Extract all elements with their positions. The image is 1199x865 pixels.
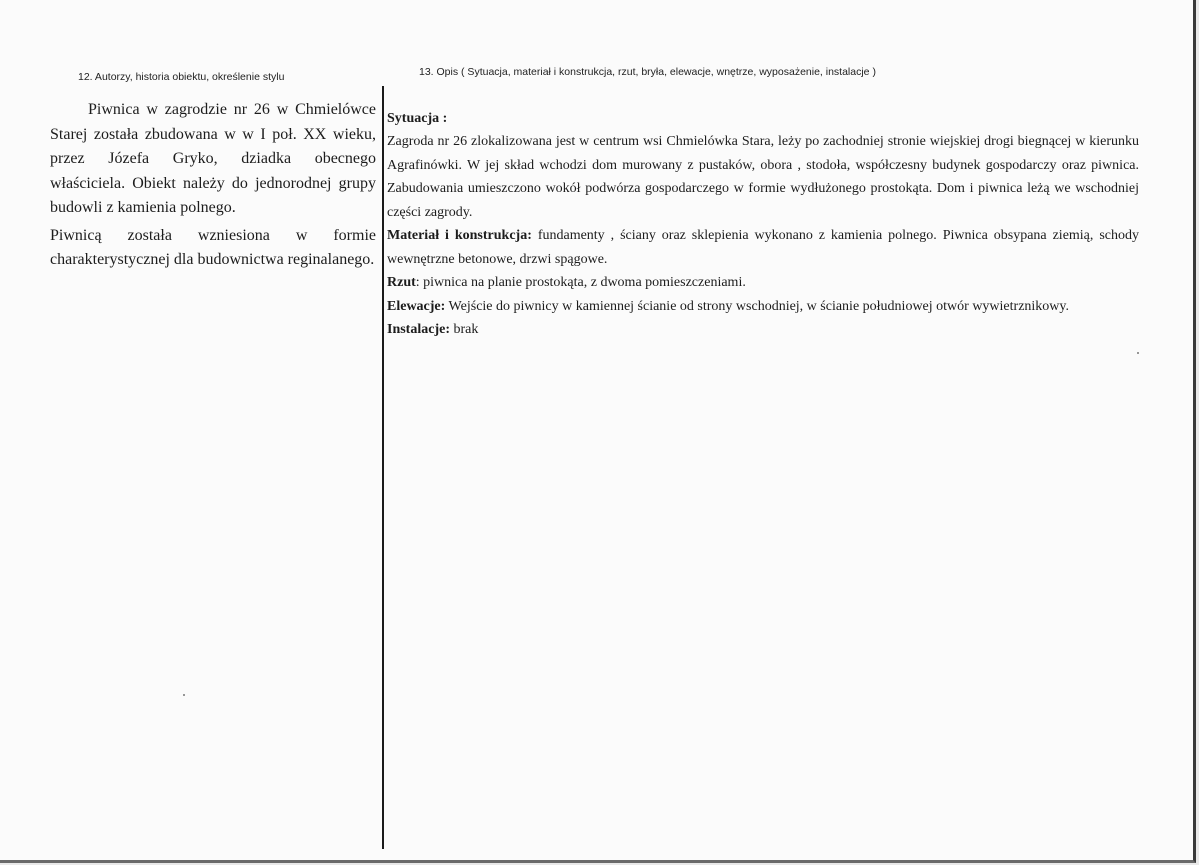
elevation-paragraph [387, 295, 1139, 319]
plan-paragraph [387, 271, 1139, 295]
installation-paragraph [387, 318, 1139, 342]
paper-speck [1137, 352, 1139, 354]
plan-text: : piwnica na planie prostokąta, z dwoma pomieszczeniami. [415, 275, 746, 290]
situation-text: Zagroda nr 26 zlokalizowana jest w centrum wsi Chmielówka Stara, leży po zachodniej stronie wiejskiej drogi biegnącej w kierunku Agrafinówki. W jej skład wchodzi dom murowany z pustaków, obora , stodoła, współczesny budynek gospodarczy oraz piwnica. Zabudowania umieszczono wokół podwórza gospodarczego w formie wydłużonego prostokąta. Dom i piwnica leżą we wschodniej części zagrody. [387, 134, 1139, 220]
material-text: fundamenty , ściany oraz sklepienia wykonano z kamienia polnego. Piwnica obsypana ziemią, schody wewnętrzne betonowe, drzwi spągowe. [387, 228, 1140, 267]
installation-label: Instalacje: [387, 322, 450, 337]
section-13-heading: 13. Opis ( Sytuacja, materiał i konstrukcja, rzut, bryła, elewacje, wnętrze, wyposażenie, instalacje ) [419, 66, 876, 78]
material-paragraph [387, 224, 1139, 271]
section-12-heading: 12. Autorzy, historia obiektu, określenie stylu [78, 71, 285, 83]
history-paragraph-1: Piwnica w zagrodzie nr 26 w Chmielówce Starej została zbudowana w w I poł. XX wieku, przez Józefa Gryko, dziadka obecnego właściciela. Obiekt należy do jednorodnej grupy budowli z kamienia polnego. [50, 101, 376, 216]
material-label: Materiał i konstrukcja: [387, 228, 532, 243]
history-paragraph-2: Piwnicą została wzniesiona w formie charakterystycznej dla budownictwa reginalanego. [50, 226, 376, 268]
column-divider [382, 86, 384, 849]
elevation-text: Wejście do piwnicy w kamiennej ścianie od strony wschodniej, w ścianie południowej otwór wywietrznikowy. [445, 298, 1069, 314]
elevation-label: Elewacje: [387, 298, 446, 314]
description-column [387, 108, 1139, 342]
situation-title: Sytuacja : [387, 111, 448, 126]
paper-speck [183, 694, 185, 696]
history-column [50, 98, 376, 273]
plan-label: Rzut [387, 275, 416, 290]
installation-text: brak [450, 322, 479, 337]
